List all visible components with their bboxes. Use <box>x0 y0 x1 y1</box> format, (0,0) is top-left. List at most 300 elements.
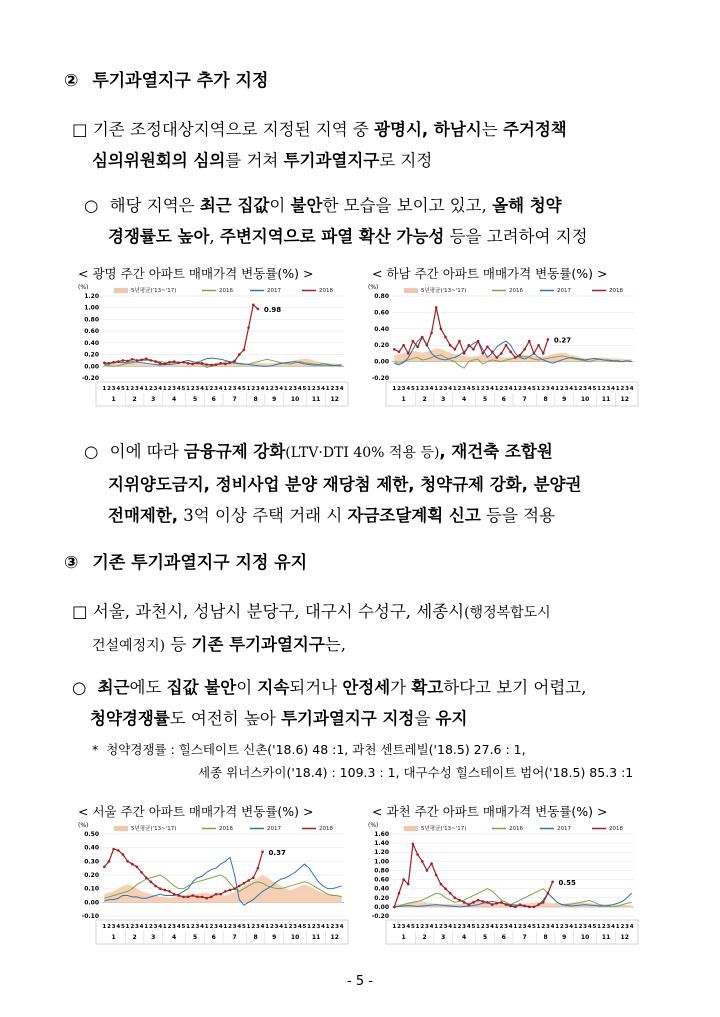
x-month-label: 9 <box>562 934 567 941</box>
legend-swatch-0 <box>404 826 418 831</box>
x-week-tick: 1 <box>392 386 397 392</box>
x-month-label: 9 <box>272 396 277 403</box>
x-week-tick: 4 <box>629 386 634 392</box>
x-week-tick: 1 <box>325 386 330 392</box>
x-month-label: 6 <box>501 396 506 403</box>
x-week-tick: 3 <box>564 924 569 930</box>
series-2018-point <box>514 906 517 909</box>
series-2018-point <box>229 889 232 892</box>
series-2018-point <box>491 903 494 906</box>
x-week-tick: 2 <box>251 386 256 392</box>
x-week-tick: 2 <box>397 924 401 930</box>
x-week-tick: 3 <box>214 924 218 930</box>
series-2018-point <box>537 903 540 906</box>
chart-gwacheon-svg <box>362 820 640 950</box>
y-tick-label: 1.00 <box>374 858 389 866</box>
section-3-title: 기존 투기과열지구 지정 유지 <box>92 553 308 573</box>
series-2018-point <box>201 362 204 365</box>
series-2018-point <box>463 352 466 355</box>
legend-label-1: 2016 <box>219 826 233 832</box>
x-month-label: 7 <box>522 934 527 941</box>
series-2018-point <box>112 361 115 364</box>
y-tick-label: -0.10 <box>81 913 99 920</box>
series-2018-point <box>159 362 162 365</box>
series-2018-point <box>421 860 424 863</box>
x-week-tick: 3 <box>255 386 260 392</box>
series-2018-point <box>505 344 508 347</box>
x-month-label: 8 <box>253 396 258 403</box>
series-2018-point <box>463 901 466 904</box>
series-2018-point <box>131 358 134 361</box>
x-month-label: 1 <box>111 396 116 403</box>
series-2018-point <box>117 360 120 363</box>
x-week-tick: 1 <box>265 386 270 392</box>
x-week-tick: 3 <box>504 924 508 930</box>
x-week-tick: 2 <box>499 386 504 392</box>
series-2018-point <box>247 879 250 882</box>
y-tick-label: 0.80 <box>84 316 99 324</box>
series-2018-point <box>117 849 120 852</box>
series-2018-point <box>542 901 545 904</box>
x-week-tick: 4 <box>406 924 411 930</box>
y-tick-label: 1.20 <box>84 293 99 300</box>
x-week-tick: 1 <box>246 386 251 392</box>
x-month-label: 9 <box>562 396 567 403</box>
series-2018-point <box>528 340 531 343</box>
x-week-tick: 4 <box>490 924 495 930</box>
y-tick-label: 0.40 <box>374 885 389 893</box>
x-week-tick: 4 <box>527 386 532 392</box>
series-2018-point <box>243 882 246 885</box>
series-2018-point <box>416 853 419 856</box>
x-month-label: 9 <box>272 934 277 941</box>
series-2018-point <box>435 874 438 877</box>
y-tick-label: 0.40 <box>84 339 99 347</box>
x-week-tick: 4 <box>339 386 344 392</box>
x-week-tick: 4 <box>508 386 513 392</box>
footnote-star: * <box>92 742 99 757</box>
x-week-tick: 1 <box>415 924 420 930</box>
x-week-tick: 1 <box>102 924 107 930</box>
y-tick-label: 1.40 <box>374 840 389 848</box>
section-3-sub-1: ○ 최근에도 집값 불안이 지속되거나 안정세가 확고하다고 보기 어렵고, 청약경쟁률도 여전히 높아 투기과열지구 지정을 유지 <box>72 678 587 728</box>
legend-label-2: 2017 <box>267 288 281 294</box>
x-week-tick: 4 <box>158 924 163 930</box>
y-tick-label: 0.20 <box>84 872 99 879</box>
series-2018-point <box>454 896 457 899</box>
x-week-tick: 4 <box>218 924 223 930</box>
last-value-annotation: 0.37 <box>268 848 286 857</box>
legend-label-3: 2018 <box>319 826 333 832</box>
series-2018-point <box>233 887 236 890</box>
x-week-tick: 3 <box>195 924 200 930</box>
y-unit-label: (%) <box>368 284 379 291</box>
legend-label-1: 2016 <box>509 826 523 832</box>
y-tick-label: 1.60 <box>374 831 389 838</box>
x-week-tick: 1 <box>307 924 312 930</box>
x-month-label: 5 <box>193 934 198 941</box>
x-week-tick: 3 <box>214 386 218 392</box>
series-2018-point <box>173 360 176 363</box>
series-2018-point <box>210 364 213 367</box>
series-2018-point <box>177 894 180 897</box>
x-week-tick: 3 <box>625 924 629 930</box>
series-2018-point <box>182 361 185 364</box>
legend-label-3: 2018 <box>609 288 623 294</box>
legend-label-2: 2017 <box>557 288 571 294</box>
series-2018-point <box>547 338 550 341</box>
x-week-tick: 4 <box>611 386 616 392</box>
x-week-tick: 3 <box>195 386 200 392</box>
x-week-tick: 2 <box>269 386 274 392</box>
x-week-tick: 2 <box>457 924 462 930</box>
x-week-tick: 3 <box>545 924 550 930</box>
y-tick-label: -0.20 <box>371 375 389 382</box>
series-2018-point <box>177 361 180 364</box>
circle-bullet-icon: ○ <box>72 678 87 697</box>
x-week-tick: 2 <box>209 924 214 930</box>
series-2018-point <box>393 906 396 909</box>
x-week-tick: 2 <box>228 386 232 392</box>
series-2018-point <box>467 903 470 906</box>
series-2018-point <box>122 359 125 362</box>
x-week-tick: 4 <box>279 924 284 930</box>
x-week-tick: 2 <box>251 924 256 930</box>
x-week-tick: 1 <box>223 924 228 930</box>
x-week-tick: 3 <box>335 386 339 392</box>
series-2018-point <box>164 889 167 892</box>
x-week-tick: 4 <box>569 386 574 392</box>
chart-hanam-svg <box>362 282 640 412</box>
x-week-tick: 1 <box>434 924 439 930</box>
x-month-label: 8 <box>253 934 258 941</box>
x-week-tick: 3 <box>316 924 321 930</box>
x-week-tick: 2 <box>269 924 274 930</box>
x-week-tick: 4 <box>297 386 302 392</box>
x-month-label: 3 <box>441 934 446 941</box>
x-week-tick: 2 <box>228 924 232 930</box>
x-week-tick: 2 <box>457 386 462 392</box>
series-2018-point <box>108 362 111 365</box>
series-2018-point <box>472 348 475 351</box>
y-tick-label: 0.60 <box>84 328 99 336</box>
series-2018-point <box>435 306 438 309</box>
x-week-tick: 5 <box>410 386 415 392</box>
x-week-tick: 4 <box>466 386 471 392</box>
y-tick-label: 0.00 <box>84 363 99 371</box>
x-week-tick: 1 <box>476 924 481 930</box>
section-2-sub-1: ○ 해당 지역은 최근 집값이 불안한 모습을 보이고 있고, 올해 청약 경쟁률도 높아, 주변지역으로 파열 확산 가능성 등을 고려하여 지정 <box>84 196 588 246</box>
series-2018-point <box>449 892 452 895</box>
x-week-tick: 3 <box>504 386 508 392</box>
last-value-annotation: 0.27 <box>553 336 572 345</box>
x-week-tick: 4 <box>176 924 181 930</box>
legend-swatch-0 <box>114 288 128 293</box>
series-2018-point <box>168 361 171 364</box>
series-2018-point <box>426 869 429 872</box>
x-week-tick: 5 <box>302 924 307 930</box>
x-week-tick: 2 <box>397 386 401 392</box>
x-week-tick: 3 <box>443 924 448 930</box>
x-week-tick: 4 <box>321 386 326 392</box>
x-week-tick: 2 <box>190 386 195 392</box>
series-2018-point <box>509 350 512 353</box>
x-week-tick: 1 <box>144 386 149 392</box>
x-week-tick: 2 <box>559 924 564 930</box>
series-2018-point <box>136 866 139 869</box>
chart-seoul <box>72 820 350 950</box>
y-tick-label: 0.60 <box>374 309 389 317</box>
x-week-tick: 5 <box>181 924 186 930</box>
x-week-tick: 4 <box>527 924 532 930</box>
chart-gwacheon <box>362 820 640 950</box>
x-month-label: 2 <box>132 934 137 941</box>
x-week-tick: 1 <box>125 924 130 930</box>
y-tick-label: 0.30 <box>84 858 99 866</box>
series-2018-point <box>224 363 227 366</box>
x-month-label: 12 <box>330 396 339 403</box>
series-2018-point <box>238 885 241 888</box>
legend-label-0: 5년평균('13~'17) <box>421 288 467 294</box>
x-month-label: 2 <box>422 934 427 941</box>
x-week-tick: 1 <box>536 924 541 930</box>
section-2-number: ② <box>64 71 79 91</box>
x-week-tick: 2 <box>480 386 485 392</box>
x-month-label: 1 <box>401 934 406 941</box>
x-week-tick: 2 <box>167 924 172 930</box>
series-2018-point <box>103 866 106 869</box>
series-2018-point <box>140 871 143 874</box>
y-tick-label: 0.50 <box>84 831 99 838</box>
series-2018-point <box>477 340 480 343</box>
y-tick-label: 0.80 <box>374 293 389 300</box>
x-week-tick: 4 <box>508 924 513 930</box>
legend-label-3: 2018 <box>609 826 623 832</box>
x-week-tick: 1 <box>125 386 130 392</box>
x-week-tick: 1 <box>513 386 518 392</box>
series-2018-point <box>551 881 554 884</box>
x-week-tick: 1 <box>283 924 288 930</box>
x-month-label: 1 <box>401 396 406 403</box>
x-week-tick: 4 <box>406 386 411 392</box>
x-week-tick: 3 <box>172 924 177 930</box>
x-month-label: 6 <box>501 934 506 941</box>
series-2018-point <box>187 896 190 899</box>
series-2018-point <box>440 883 443 886</box>
x-month-label: 4 <box>172 396 177 403</box>
x-week-tick: 1 <box>265 924 270 930</box>
series-2018-point <box>454 348 457 351</box>
x-month-label: 5 <box>483 396 488 403</box>
x-week-tick: 5 <box>241 924 246 930</box>
legend-swatch-0 <box>404 288 418 293</box>
series-2018-point <box>215 363 218 366</box>
series-2018-point <box>164 363 167 366</box>
x-week-tick: 1 <box>615 924 620 930</box>
series-2018-point <box>159 887 162 890</box>
series-2018-point <box>495 902 498 905</box>
y-tick-label: 0.40 <box>374 325 389 333</box>
x-month-label: 11 <box>601 934 611 941</box>
y-tick-label: 0.00 <box>374 358 389 366</box>
x-month-label: 5 <box>193 396 198 403</box>
x-month-label: 2 <box>132 396 137 403</box>
x-week-tick: 4 <box>321 924 326 930</box>
series-2018-point <box>444 336 447 339</box>
x-week-tick: 4 <box>158 386 163 392</box>
x-week-tick: 5 <box>471 924 476 930</box>
x-week-tick: 4 <box>260 386 265 392</box>
section-3-number: ③ <box>64 553 79 573</box>
series-2018-point <box>477 899 480 902</box>
x-week-tick: 4 <box>200 386 205 392</box>
series-2018-point <box>154 885 157 888</box>
x-week-tick: 3 <box>111 924 116 930</box>
x-week-tick: 2 <box>148 386 153 392</box>
x-week-tick: 5 <box>241 386 246 392</box>
x-week-tick: 2 <box>518 924 522 930</box>
y-tick-label: 0.20 <box>84 351 99 359</box>
x-week-tick: 2 <box>190 924 195 930</box>
series-2018-point <box>412 340 415 343</box>
x-week-tick: 2 <box>620 924 625 930</box>
series-2018-point <box>224 890 227 893</box>
x-week-tick: 2 <box>288 386 293 392</box>
x-week-tick: 2 <box>518 386 522 392</box>
x-month-label: 12 <box>620 934 629 941</box>
series-2018-point <box>196 896 199 899</box>
series-2018-point <box>187 362 190 365</box>
x-week-tick: 4 <box>139 386 144 392</box>
x-week-tick: 3 <box>293 924 298 930</box>
legend-label-2: 2017 <box>267 826 281 832</box>
x-week-tick: 5 <box>302 386 307 392</box>
series-2018-point <box>537 344 540 347</box>
x-week-tick: 3 <box>153 386 158 392</box>
x-week-tick: 3 <box>232 386 237 392</box>
section-3-bullet: □ 서울, 과천시, 성남시 분당구, 대구시 수성구, 세종시(행정복합도시 건설예정지) 등 기존 투기과열지구는, <box>72 602 551 654</box>
series-2018-point <box>430 332 433 335</box>
section-2-bullet: □ 기존 조정대상지역으로 지정된 지역 중 광명시, 하남시는 주거정책 심의위원회의 심의를 거쳐 투기과열지구로 지정 <box>72 120 567 170</box>
series-2018-point <box>458 899 461 902</box>
y-tick-label: 0.60 <box>374 876 389 884</box>
x-week-tick: 1 <box>283 386 288 392</box>
x-week-tick: 4 <box>339 924 344 930</box>
x-month-label: 11 <box>601 396 611 403</box>
series-2018-point <box>215 893 218 896</box>
series-2018-point <box>416 346 419 349</box>
series-2018-point <box>145 876 148 879</box>
x-week-tick: 1 <box>186 386 191 392</box>
x-week-tick: 2 <box>288 924 293 930</box>
x-week-tick: 3 <box>401 386 406 392</box>
series-2018-point <box>108 860 111 863</box>
x-week-tick: 1 <box>573 386 578 392</box>
x-week-tick: 4 <box>139 924 144 930</box>
legend-label-0: 5년평균('13~'17) <box>131 826 177 832</box>
x-week-tick: 2 <box>130 924 135 930</box>
x-week-tick: 5 <box>410 924 415 930</box>
series-2018-point <box>252 303 255 306</box>
x-week-tick: 1 <box>204 386 209 392</box>
series-2018-point <box>528 906 531 909</box>
x-week-tick: 5 <box>531 386 536 392</box>
x-week-tick: 3 <box>583 386 588 392</box>
x-week-tick: 3 <box>153 924 158 930</box>
series-2018-point <box>154 360 157 363</box>
x-week-tick: 1 <box>204 924 209 930</box>
y-tick-label: -0.20 <box>81 375 99 382</box>
y-unit-label: (%) <box>368 822 379 829</box>
x-week-tick: 4 <box>237 386 242 392</box>
x-week-tick: 1 <box>452 386 457 392</box>
x-week-tick: 4 <box>466 924 471 930</box>
x-week-tick: 1 <box>452 924 457 930</box>
series-2018-point <box>402 878 405 881</box>
series-2018-point <box>533 352 536 355</box>
series-2018-point <box>136 359 139 362</box>
x-week-tick: 3 <box>522 386 527 392</box>
x-week-tick: 1 <box>102 386 107 392</box>
series-2018-point <box>481 352 484 355</box>
note-line-2: 세종 위너스카이('18.4) : 109.3 : 1, 대구수성 힐스테이트 범어('18.5) 85.3 :1 <box>198 765 634 780</box>
x-month-label: 8 <box>543 396 548 403</box>
series-2018-point <box>467 344 470 347</box>
x-week-tick: 1 <box>573 924 578 930</box>
chart-title-gwangmyeong: < 광명 주간 아파트 매매가격 변동률(%) > <box>78 266 314 281</box>
x-week-tick: 3 <box>274 386 279 392</box>
series-2018-point <box>393 348 396 351</box>
x-week-tick: 1 <box>392 924 397 930</box>
chart-hanam <box>362 282 640 412</box>
y-tick-label: 0.10 <box>84 885 99 893</box>
series-2018-point <box>500 352 503 355</box>
x-week-tick: 1 <box>325 924 330 930</box>
x-week-tick: 2 <box>541 924 546 930</box>
x-week-tick: 3 <box>335 924 339 930</box>
series-2018-point <box>486 346 489 349</box>
x-week-tick: 5 <box>120 386 125 392</box>
x-week-tick: 1 <box>162 924 167 930</box>
series-2018-point <box>145 357 148 360</box>
series-2018-point <box>542 352 545 355</box>
x-week-tick: 4 <box>116 386 121 392</box>
x-week-tick: 3 <box>462 386 467 392</box>
series-2018-point <box>547 892 550 895</box>
x-week-tick: 4 <box>218 386 223 392</box>
x-week-tick: 3 <box>564 386 569 392</box>
legend-label-0: 5년평균('13~'17) <box>421 826 467 832</box>
series-2018-point <box>257 308 260 311</box>
x-month-label: 10 <box>290 396 300 403</box>
series-2018-point <box>472 901 475 904</box>
x-week-tick: 1 <box>162 386 167 392</box>
series-line-2018 <box>104 305 258 365</box>
series-2018-point <box>519 903 522 906</box>
series-2018-point <box>481 900 484 903</box>
x-week-tick: 5 <box>471 386 476 392</box>
x-week-tick: 5 <box>531 924 536 930</box>
x-week-tick: 2 <box>420 386 425 392</box>
x-month-label: 3 <box>441 396 446 403</box>
x-week-tick: 2 <box>330 386 335 392</box>
x-month-label: 4 <box>462 396 467 403</box>
x-month-label: 12 <box>620 396 629 403</box>
x-month-label: 11 <box>311 934 321 941</box>
x-week-tick: 2 <box>578 924 583 930</box>
x-week-tick: 1 <box>536 386 541 392</box>
series-2018-point <box>523 348 526 351</box>
